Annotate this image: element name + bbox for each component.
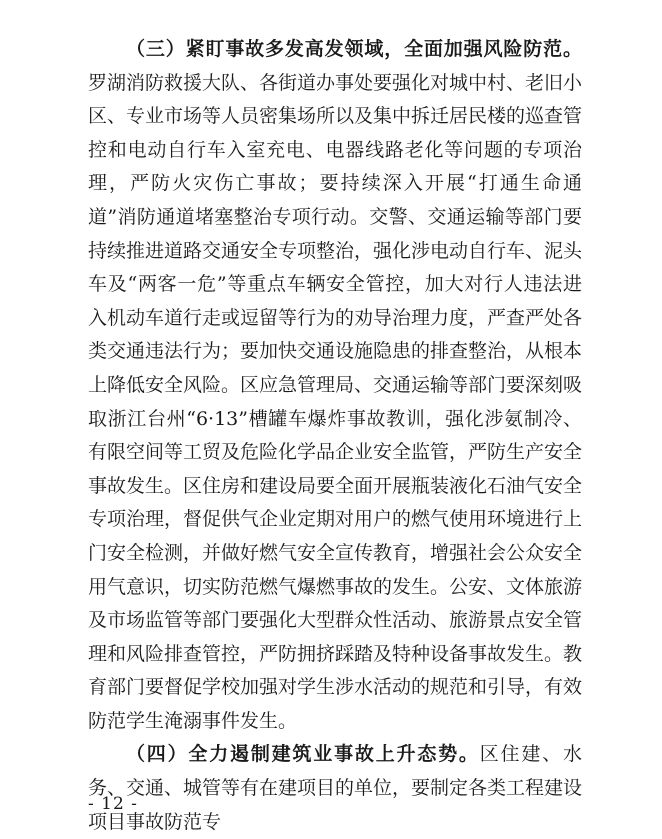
document-body (88, 33, 582, 839)
paragraph-3-text: 罗湖消防救援大队、各街道办事处要强化对城中村、老旧小区、专业市场等人员密集场所以及集中拆迁居民楼的巡查管控和电动自行车入室充电、电器线路老化等问题的专项治理，严防火灾伤亡事故；要持续深入开展“打通生命通道”消防通道堵塞整治专项行动。交警、交通运输等部门要持续推进道路交通安全专项整治，强化涉电动自行车、泥头车及“两客一危”等重点车辆安全管控，加大对行人违法进入机动车道行走或逗留等行为的劝导治理力度，严查严处各类交通违法行为；要加快交通设施隐患的排查整治，从根本上降低安全风险。区应急管理局、交通运输等部门要深刻吸取浙江台州“6·13”槽罐车爆炸事故教训，强化涉氨制冷、有限空间等工贸及危险化学品企业安全监管，严防生产安全事故发生。区住房和建设局要全面开展瓶装液化石油气安全专项治理，督促供气企业定期对用户的燃气使用环境进行上门安全检测，并做好燃气安全宣传教育，增强社会公众安全用气意识，切实防范燃气爆燃事故的发生。公安、文体旅游及市场监管等部门要强化大型群众性活动、旅游景点安全管理和风险排查管控，严防拥挤踩踏及特种设备事故发生。教育部门要督促学校加强对学生涉水活动的规范和引导，有效防范学生淹溺事件发生。 (88, 71, 583, 732)
page-number: - 12 - (88, 794, 138, 814)
paragraph-4-heading: （四）全力遏制建筑业事故上升态势。 (126, 743, 480, 766)
paragraph-4-text: 区住建、水务、交通、城管等有在建项目的单位，要制定各类工程建设项目事故防范专 (88, 743, 583, 833)
paragraph-3-heading: （三）紧盯事故多发高发领域，全面加强风险防范。 (126, 38, 582, 60)
paragraph-3 (88, 33, 582, 738)
paragraph-4 (88, 738, 582, 839)
